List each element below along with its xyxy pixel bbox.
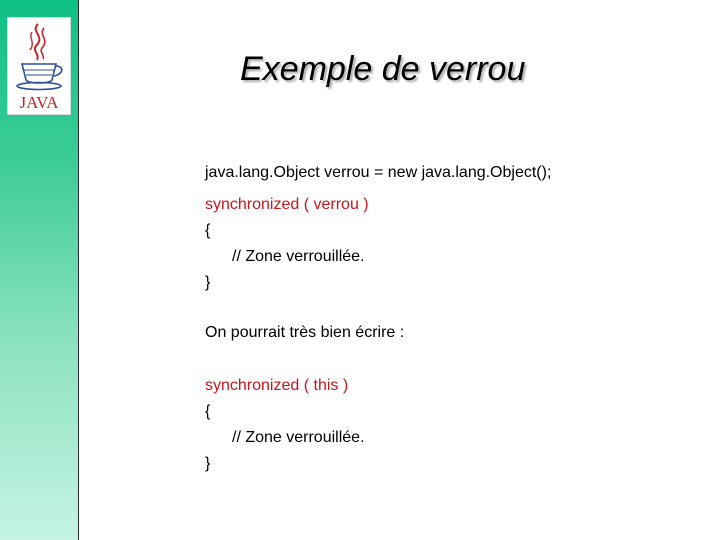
slide-title: Exemple de verrou bbox=[240, 50, 526, 88]
code-brace-open: { bbox=[205, 403, 211, 420]
code-line-synchronized-verrou: synchronized ( verrou ) bbox=[205, 196, 369, 213]
code-comment: // Zone verrouillée. bbox=[232, 248, 365, 265]
code-brace-open: { bbox=[205, 222, 211, 239]
code-line-object: java.lang.Object verrou = new java.lang.Object(); bbox=[205, 164, 552, 181]
remark-text: On pourrait très bien écrire : bbox=[205, 324, 405, 341]
code-line-synchronized-this: synchronized ( this ) bbox=[205, 377, 349, 394]
java-logo bbox=[7, 17, 71, 115]
java-cup-icon bbox=[8, 18, 70, 114]
code-brace-close: } bbox=[205, 455, 211, 472]
code-comment: // Zone verrouillée. bbox=[232, 429, 365, 446]
sidebar bbox=[0, 0, 79, 540]
code-brace-close: } bbox=[205, 274, 211, 291]
svg-text:JAVA: JAVA bbox=[19, 93, 59, 112]
